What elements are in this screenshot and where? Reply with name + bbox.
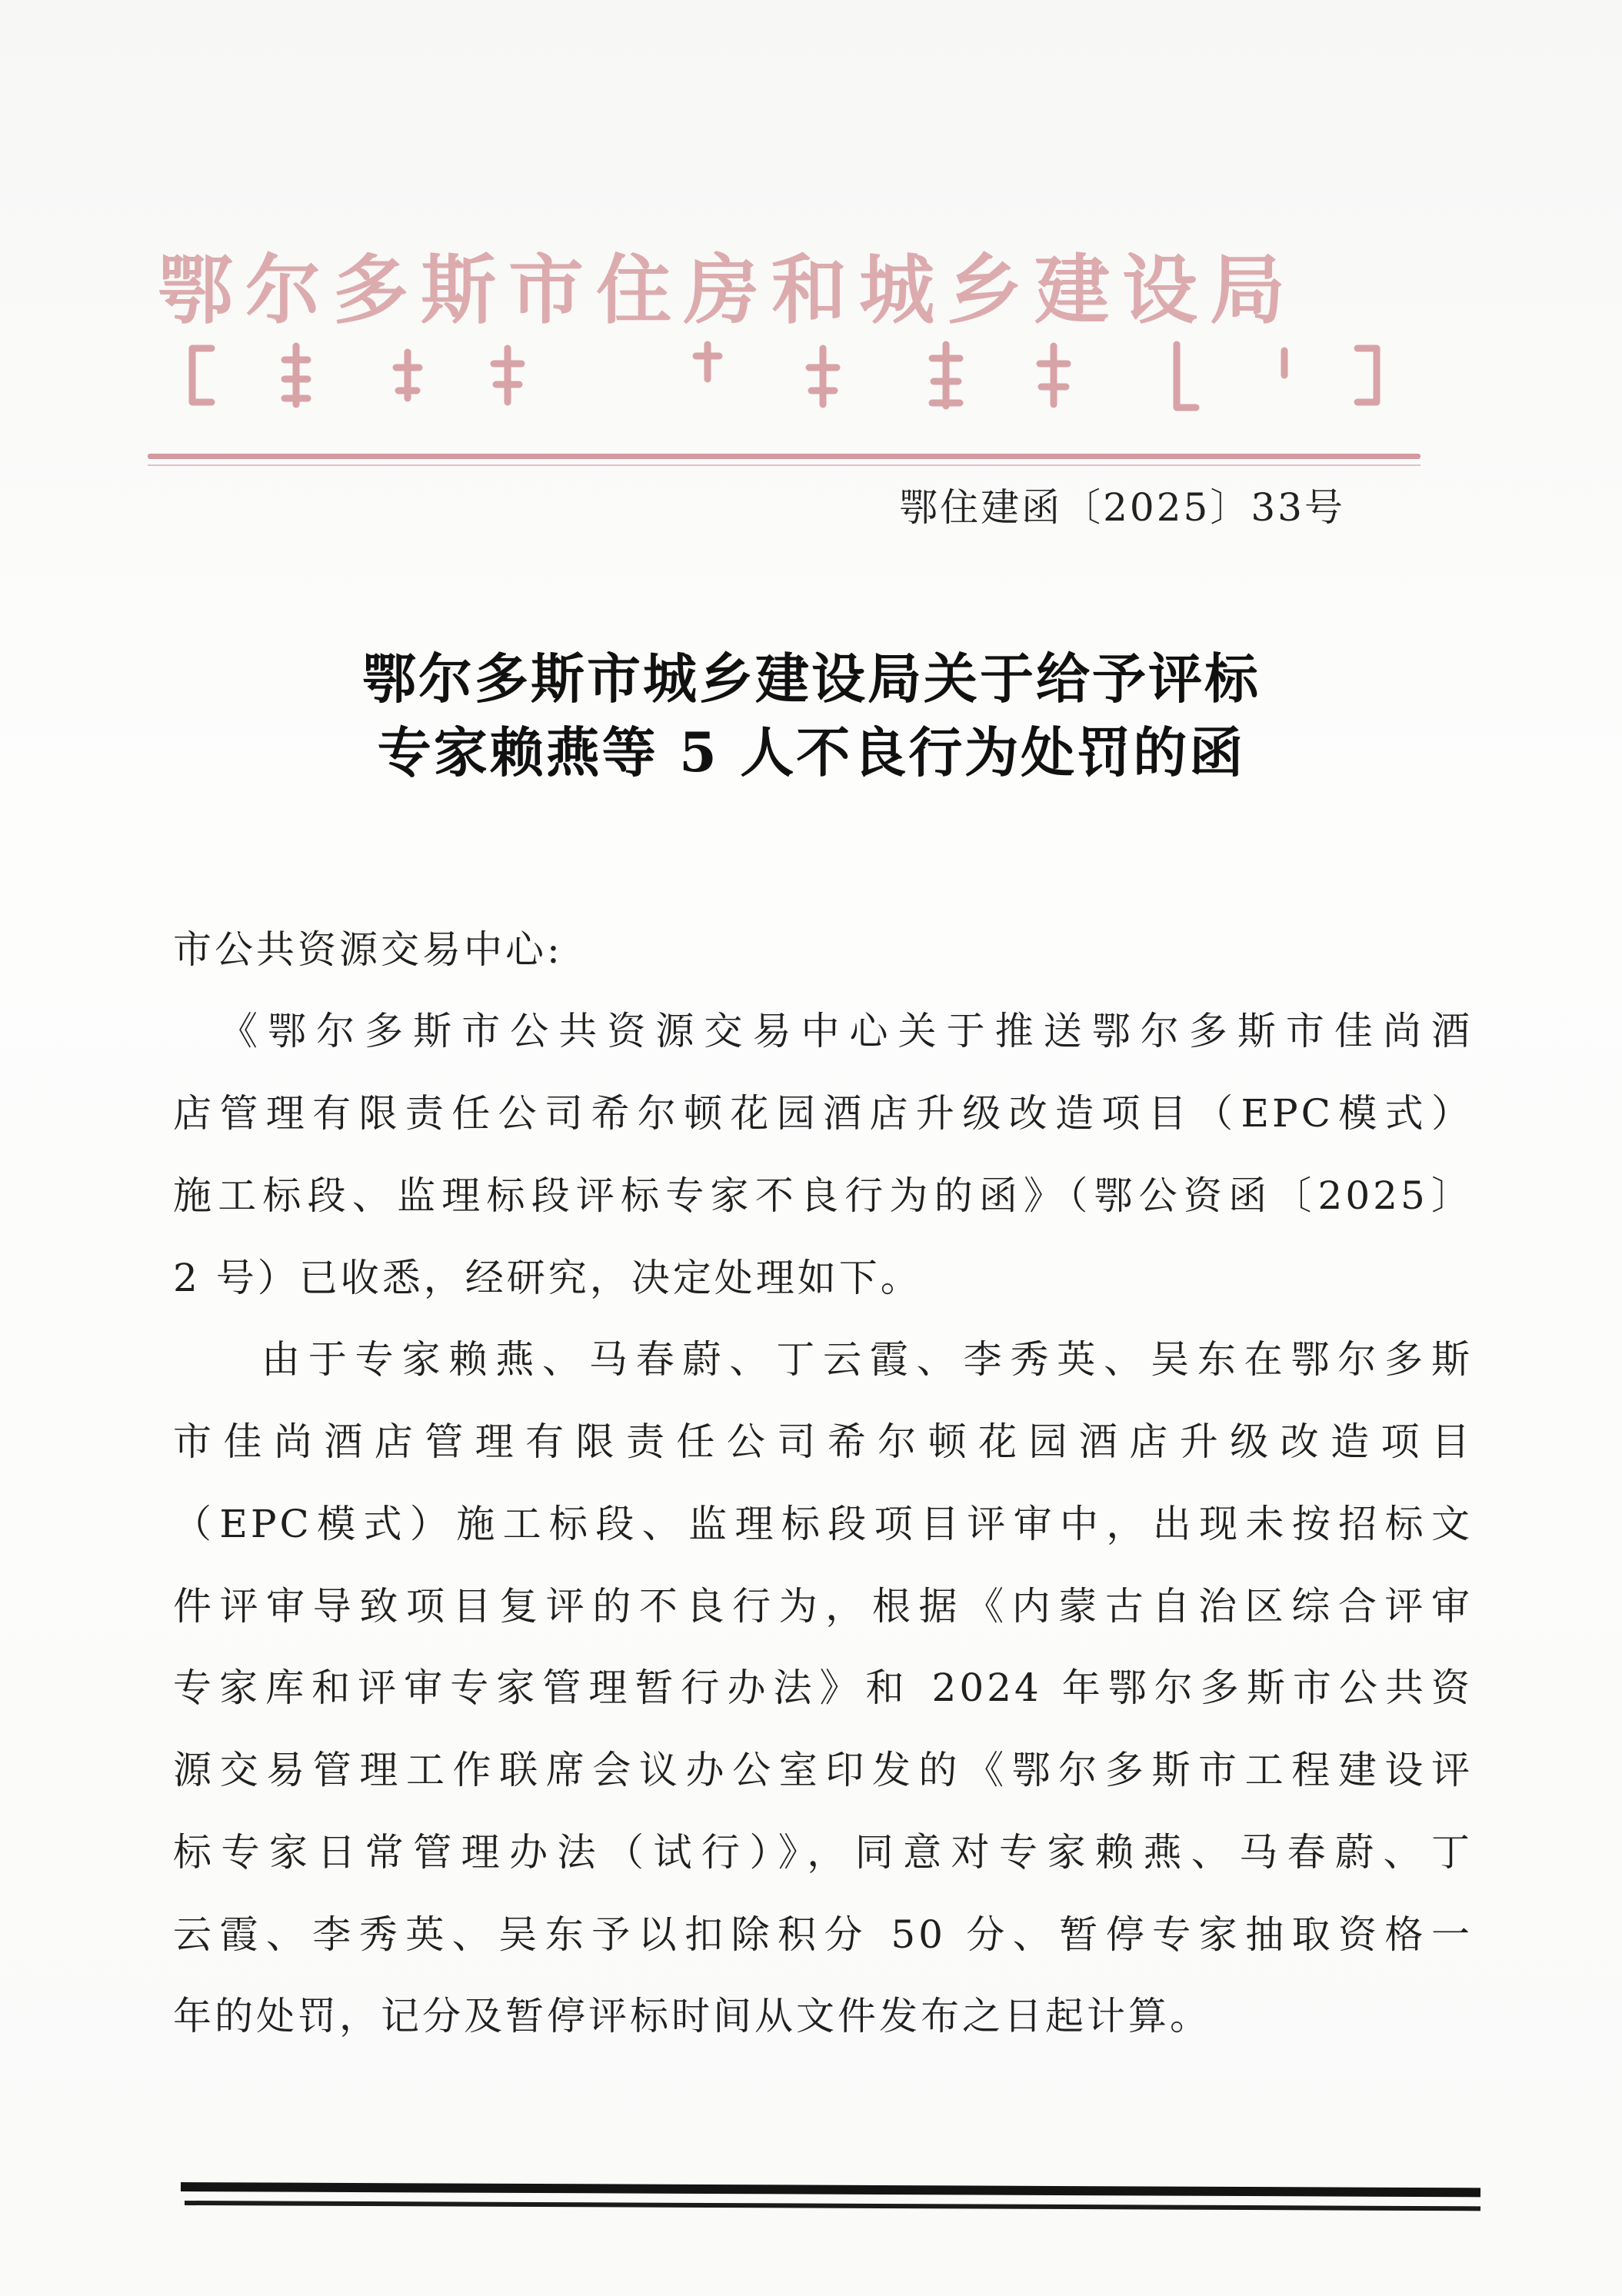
body-line: 施工标段、监理标段评标专家不良行为的函》（鄂公资函〔2025〕: [173, 1173, 1473, 1218]
document-title: [231, 642, 1392, 790]
title-line-2: 专家赖燕等 5 人不良行为处罚的函: [377, 720, 1246, 784]
document-number: 鄂住建函〔2025〕33号: [899, 485, 1345, 530]
body-line: 专家库和评审专家管理暂行办法》和 2024 年鄂尔多斯市公共资: [173, 1665, 1473, 1710]
body-line: 市佳尚酒店管理有限责任公司希尔顿花园酒店升级改造项目: [173, 1419, 1473, 1464]
body-line: 件评审导致项目复评的不良行为，根据《内蒙古自治区综合评审: [173, 1584, 1473, 1629]
header-red-rule-thin: [148, 464, 1420, 466]
body-line: 年的处罚，记分及暂停评标时间从文件发布之日起计算。: [173, 1994, 1211, 2038]
footer-black-rule-thin: [185, 2201, 1480, 2211]
body-line: 由于专家赖燕、马春蔚、丁云霞、李秀英、吴东在鄂尔多斯: [261, 1337, 1473, 1382]
title-line-1: 鄂尔多斯市城乡建设局关于给予评标: [362, 647, 1261, 710]
body-line: 店管理有限责任公司希尔顿花园酒店升级改造项目（EPC模式）: [173, 1091, 1473, 1136]
footer-black-rule: [181, 2182, 1480, 2197]
body-line: 《鄂尔多斯市公共资源交易中心关于推送鄂尔多斯市佳尚酒: [219, 1009, 1473, 1053]
body-line: 源交易管理工作联席会议办公室印发的《鄂尔多斯市工程建设评: [173, 1748, 1473, 1792]
body-line: 云霞、李秀英、吴东予以扣除积分 50 分、暂停专家抽取资格一: [173, 1912, 1473, 1957]
recipient-line: 市公共资源交易中心:: [173, 927, 563, 972]
mongolian-script-strip: [177, 337, 1392, 414]
body-line: 2 号）已收悉，经研究，决定处理如下。: [173, 1256, 922, 1300]
issuing-authority-name: 鄂尔多斯市住房和城乡建设局: [158, 246, 1298, 334]
header-red-rule: [148, 454, 1420, 459]
body-line: 标专家日常管理办法（试行）》，同意对专家赖燕、马春蔚、丁: [173, 1830, 1473, 1875]
body-line: （EPC模式）施工标段、监理标段项目评审中，出现未按招标文: [173, 1502, 1473, 1546]
